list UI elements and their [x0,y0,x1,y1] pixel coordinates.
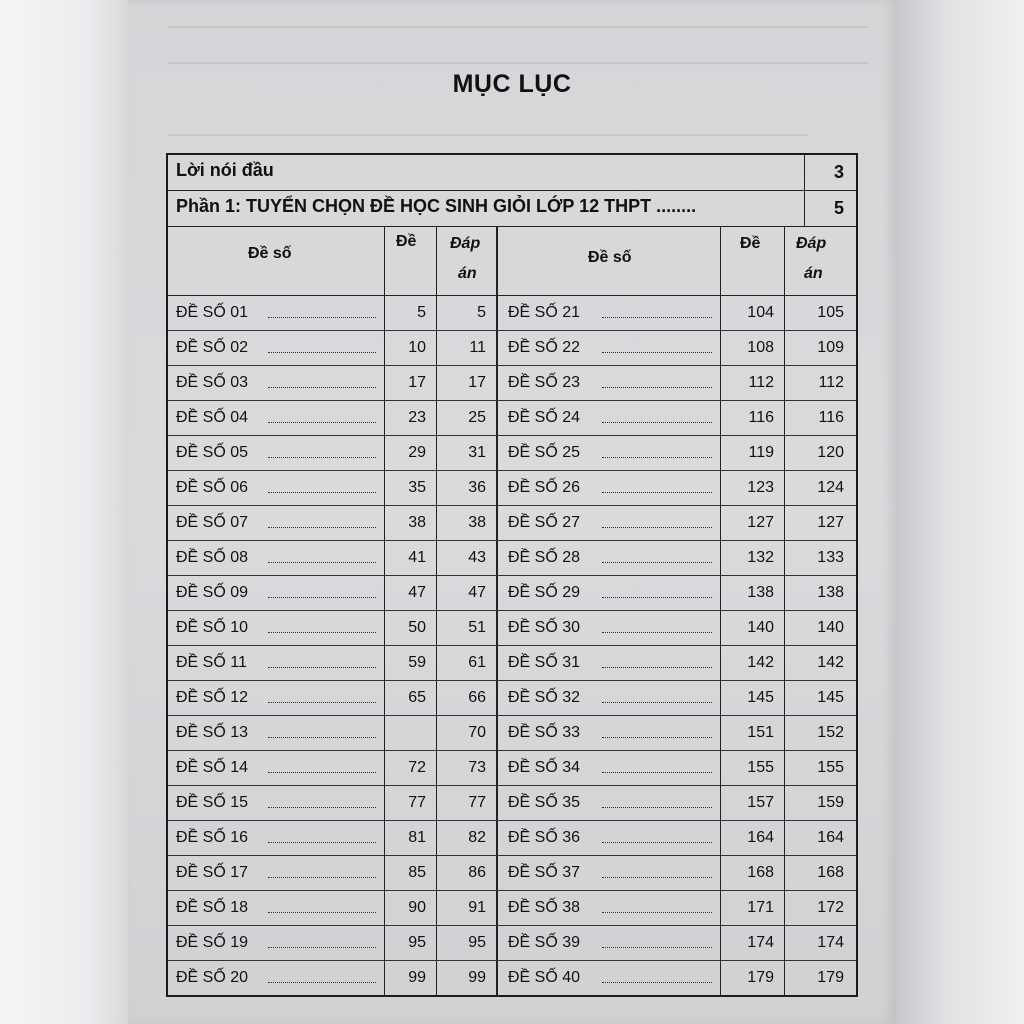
leader-dots [268,527,376,528]
table-row [168,786,856,821]
left-exam-page: 41 [408,549,426,566]
left-answer-page: 5 [477,304,486,321]
right-answer-page: 152 [817,724,844,741]
leader-dots [602,562,712,563]
left-answer-page: 73 [468,759,486,776]
table-row [168,716,856,751]
table-row [168,471,856,506]
left-exam-name: ĐỀ SỐ 18 [176,899,249,916]
right-exam-name: ĐỀ SỐ 24 [508,409,581,426]
right-exam-page: 127 [747,514,774,531]
left-exam-page: 95 [408,934,426,951]
table-row [168,541,856,576]
right-answer-page: 120 [817,444,844,461]
leader-dots [268,667,376,668]
right-answer-page: 168 [817,864,844,881]
right-exam-page: 116 [748,409,774,426]
right-exam-page: 138 [747,584,774,601]
header-left-dapan-2: án [458,265,477,282]
right-exam-name: ĐỀ SỐ 25 [508,444,581,461]
right-answer-page: 105 [817,304,844,321]
left-answer-page: 95 [468,934,486,951]
left-answer-page: 38 [468,514,486,531]
left-answer-page: 91 [468,899,486,916]
leader-dots [268,387,376,388]
right-exam-page: 145 [747,689,774,706]
left-exam-name: ĐỀ SỐ 14 [176,759,249,776]
leader-dots [602,632,712,633]
right-answer-page: 140 [817,619,844,636]
left-answer-page: 47 [468,584,486,601]
right-exam-page: 112 [748,374,774,391]
background-left [0,0,128,1024]
right-answer-page: 127 [817,514,844,531]
left-answer-page: 17 [468,374,486,391]
right-exam-page: 119 [748,444,774,461]
left-exam-page: 38 [408,514,426,531]
leader-dots [268,807,376,808]
left-answer-page: 25 [468,409,486,426]
left-exam-page: 65 [408,689,426,706]
toc-part1-row [168,191,856,227]
right-exam-page: 132 [747,549,774,566]
right-answer-page: 172 [817,899,844,916]
table-row [168,821,856,856]
intro-label: Lời nói đầu [176,160,274,180]
left-exam-name: ĐỀ SỐ 19 [176,934,249,951]
header-right-dapan-2: án [804,265,823,282]
bleed-through-line [168,48,868,64]
table-row [168,576,856,611]
left-exam-name: ĐỀ SỐ 07 [176,514,249,531]
left-answer-page: 70 [468,724,486,741]
header-right-dapan: Đáp [796,235,827,252]
right-exam-page: 164 [747,829,774,846]
left-answer-page: 31 [468,444,486,461]
right-exam-name: ĐỀ SỐ 36 [508,829,581,846]
leader-dots [602,422,712,423]
intro-page: 3 [804,155,856,190]
leader-dots [602,352,712,353]
leader-dots [602,457,712,458]
left-exam-name: ĐỀ SỐ 03 [176,374,249,391]
left-answer-page: 61 [468,654,486,671]
left-exam-name: ĐỀ SỐ 05 [176,444,249,461]
left-answer-page: 66 [468,689,486,706]
right-exam-name: ĐỀ SỐ 28 [508,549,581,566]
right-exam-page: 174 [747,934,774,951]
left-exam-page: 85 [408,864,426,881]
leader-dots [268,422,376,423]
part1-label: Phần 1: TUYỂN CHỌN ĐỀ HỌC SINH GIỎI LỚP 12 THPT ........ [176,196,697,216]
right-exam-name: ĐỀ SỐ 23 [508,374,581,391]
right-exam-page: 151 [747,724,774,741]
leader-dots [602,807,712,808]
leader-dots [268,632,376,633]
leader-dots [268,912,376,913]
leader-dots [268,842,376,843]
right-answer-page: 155 [817,759,844,776]
right-exam-page: 140 [747,619,774,636]
right-answer-page: 179 [817,969,844,986]
leader-dots [602,912,712,913]
left-exam-name: ĐỀ SỐ 15 [176,794,249,811]
left-answer-page: 82 [468,829,486,846]
left-exam-page: 23 [408,409,426,426]
toc-rows [168,296,856,995]
table-row [168,611,856,646]
leader-dots [602,492,712,493]
leader-dots [268,982,376,983]
right-exam-page: 155 [747,759,774,776]
leader-dots [268,562,376,563]
right-answer-page: 138 [817,584,844,601]
left-answer-page: 86 [468,864,486,881]
right-exam-page: 179 [747,969,774,986]
left-answer-page: 99 [468,969,486,986]
right-exam-name: ĐỀ SỐ 29 [508,584,581,601]
header-left-dapan: Đáp [450,235,481,252]
left-exam-name: ĐỀ SỐ 06 [176,479,249,496]
left-exam-page: 17 [408,374,426,391]
left-exam-page: 90 [408,899,426,916]
toc-table [166,153,858,997]
table-row [168,891,856,926]
table-row [168,506,856,541]
right-exam-name: ĐỀ SỐ 26 [508,479,581,496]
left-exam-page: 77 [408,794,426,811]
background-right [896,0,1024,1024]
leader-dots [268,702,376,703]
left-exam-name: ĐỀ SỐ 16 [176,829,249,846]
right-exam-name: ĐỀ SỐ 40 [508,969,581,986]
left-exam-page: 35 [408,479,426,496]
right-exam-name: ĐỀ SỐ 30 [508,619,581,636]
right-exam-page: 104 [747,304,774,321]
left-exam-name: ĐỀ SỐ 04 [176,409,249,426]
page-title: MỤC LỤC [452,70,572,98]
toc-intro-row [168,155,856,191]
right-exam-name: ĐỀ SỐ 33 [508,724,581,741]
left-exam-name: ĐỀ SỐ 11 [176,654,247,671]
right-answer-page: 112 [818,374,844,391]
right-answer-page: 109 [817,339,844,356]
right-exam-name: ĐỀ SỐ 37 [508,864,581,881]
right-exam-name: ĐỀ SỐ 27 [508,514,581,531]
leader-dots [268,457,376,458]
left-exam-name: ĐỀ SỐ 17 [176,864,249,881]
table-row [168,296,856,331]
left-exam-name: ĐỀ SỐ 02 [176,339,249,356]
leader-dots [602,877,712,878]
left-exam-name: ĐỀ SỐ 13 [176,724,249,741]
table-row [168,331,856,366]
left-exam-page: 99 [408,969,426,986]
right-answer-page: 159 [817,794,844,811]
right-exam-name: ĐỀ SỐ 32 [508,689,581,706]
leader-dots [268,772,376,773]
leader-dots [602,387,712,388]
right-exam-page: 157 [747,794,774,811]
left-exam-page: 29 [408,444,426,461]
leader-dots [602,527,712,528]
table-row [168,961,856,995]
left-answer-page: 51 [468,619,486,636]
part1-page: 5 [804,191,856,226]
left-exam-name: ĐỀ SỐ 01 [176,304,249,321]
table-row [168,681,856,716]
left-exam-name: ĐỀ SỐ 12 [176,689,249,706]
leader-dots [602,772,712,773]
right-answer-page: 142 [817,654,844,671]
leader-dots [602,597,712,598]
right-exam-name: ĐỀ SỐ 22 [508,339,581,356]
book-page [128,0,896,1024]
leader-dots [602,667,712,668]
bleed-through-line [168,120,808,136]
bleed-through-line [168,12,868,28]
leader-dots [602,842,712,843]
header-left-de: Đề [396,233,417,250]
left-exam-page: 81 [408,829,426,846]
right-exam-name: ĐỀ SỐ 35 [508,794,581,811]
leader-dots [268,492,376,493]
leader-dots [268,597,376,598]
toc-grid [168,227,856,995]
table-row [168,751,856,786]
left-exam-page: 50 [408,619,426,636]
leader-dots [602,317,712,318]
table-row [168,436,856,471]
leader-dots [268,352,376,353]
right-exam-page: 108 [747,339,774,356]
right-answer-page: 164 [817,829,844,846]
leader-dots [268,317,376,318]
table-row [168,646,856,681]
right-exam-name: ĐỀ SỐ 38 [508,899,581,916]
right-exam-page: 171 [747,899,774,916]
right-exam-page: 142 [747,654,774,671]
left-answer-page: 11 [469,339,486,356]
right-exam-name: ĐỀ SỐ 31 [508,654,581,671]
table-row [168,856,856,891]
right-exam-page: 168 [747,864,774,881]
left-exam-page: 5 [417,304,426,321]
right-answer-page: 116 [818,409,844,426]
left-answer-page: 43 [468,549,486,566]
leader-dots [268,947,376,948]
right-answer-page: 124 [817,479,844,496]
left-exam-page: 72 [408,759,426,776]
left-exam-name: ĐỀ SỐ 09 [176,584,249,601]
right-exam-name: ĐỀ SỐ 34 [508,759,581,776]
left-exam-page: 10 [408,339,426,356]
right-exam-name: ĐỀ SỐ 21 [508,304,581,321]
leader-dots [268,737,376,738]
left-exam-name: ĐỀ SỐ 10 [176,619,249,636]
right-answer-page: 174 [817,934,844,951]
left-exam-name: ĐỀ SỐ 20 [176,969,249,986]
table-row [168,926,856,961]
table-row [168,366,856,401]
left-exam-page: 47 [408,584,426,601]
header-right-de: Đề [740,235,761,252]
toc-header-row [168,227,856,296]
header-right-name: Đề số [588,249,632,266]
right-exam-name: ĐỀ SỐ 39 [508,934,581,951]
left-answer-page: 36 [468,479,486,496]
leader-dots [602,982,712,983]
leader-dots [602,702,712,703]
right-exam-page: 123 [747,479,774,496]
left-answer-page: 77 [468,794,486,811]
leader-dots [602,737,712,738]
table-row [168,401,856,436]
leader-dots [268,877,376,878]
left-exam-page: 59 [408,654,426,671]
left-exam-name: ĐỀ SỐ 08 [176,549,249,566]
leader-dots [602,947,712,948]
right-answer-page: 145 [817,689,844,706]
right-answer-page: 133 [817,549,844,566]
header-left-name: Đề số [248,245,292,262]
